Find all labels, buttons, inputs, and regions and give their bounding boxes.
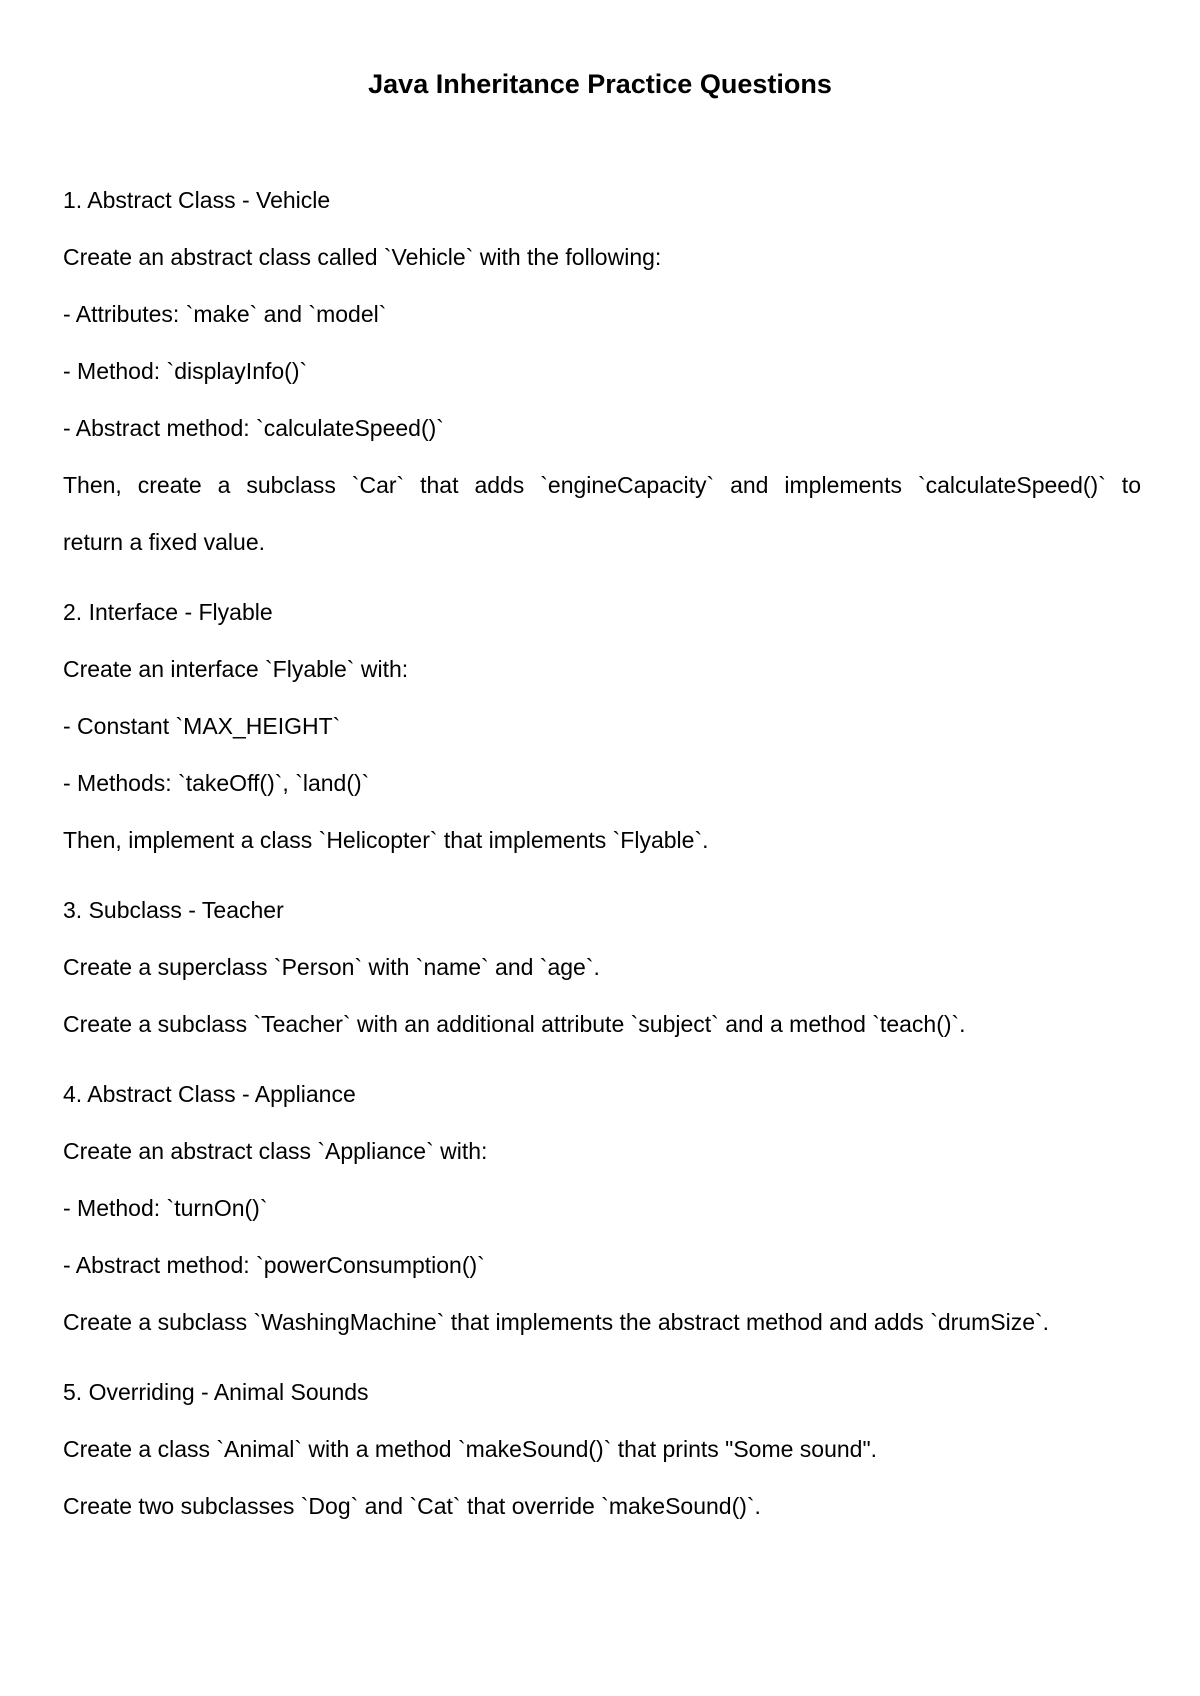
question-1-heading: 1. Abstract Class - Vehicle (63, 187, 331, 213)
question-2-line-4: Then, implement a class `Helicopter` that implements `Flyable`. (63, 827, 709, 853)
question-2-line-3: - Methods: `takeOff()`, `land()` (63, 770, 370, 796)
question-5-line-1: Create a class `Animal` with a method `makeSound()` that prints "Some sound". (63, 1436, 878, 1462)
question-3-line-1: Create a superclass `Person` with `name` and `age`. (63, 954, 600, 980)
question-2-line-1: Create an interface `Flyable` with: (63, 656, 409, 682)
question-4-heading: 4. Abstract Class - Appliance (63, 1081, 356, 1107)
question-1-line-6: return a fixed value. (63, 529, 266, 555)
question-3-heading: 3. Subclass - Teacher (63, 897, 284, 923)
question-1-line-4: - Abstract method: `calculateSpeed()` (63, 415, 444, 441)
question-1-line-3: - Method: `displayInfo()` (63, 358, 308, 384)
question-5-line-2: Create two subclasses `Dog` and `Cat` that override `makeSound()`. (63, 1493, 761, 1519)
question-4-line-2: - Method: `turnOn()` (63, 1195, 268, 1221)
question-2-heading: 2. Interface - Flyable (63, 599, 273, 625)
question-2-line-2: - Constant `MAX_HEIGHT` (63, 713, 341, 739)
question-4-line-3: - Abstract method: `powerConsumption()` (63, 1252, 485, 1278)
question-1-line-5: Then, create a subclass `Car` that adds `engineCapacity` and implements `calculateSpeed()` to (63, 472, 1141, 498)
question-5-heading: 5. Overriding - Animal Sounds (63, 1379, 369, 1405)
page-title: Java Inheritance Practice Questions (368, 69, 832, 99)
question-4-line-4: Create a subclass `WashingMachine` that implements the abstract method and adds `drumSize`. (63, 1309, 1050, 1335)
question-4-line-1: Create an abstract class `Appliance` with: (63, 1138, 488, 1164)
question-1-line-1: Create an abstract class called `Vehicle` with the following: (63, 244, 662, 270)
question-1-line-2: - Attributes: `make` and `model` (63, 301, 387, 327)
question-3-line-2: Create a subclass `Teacher` with an additional attribute `subject` and a method `teach()`. (63, 1011, 966, 1037)
